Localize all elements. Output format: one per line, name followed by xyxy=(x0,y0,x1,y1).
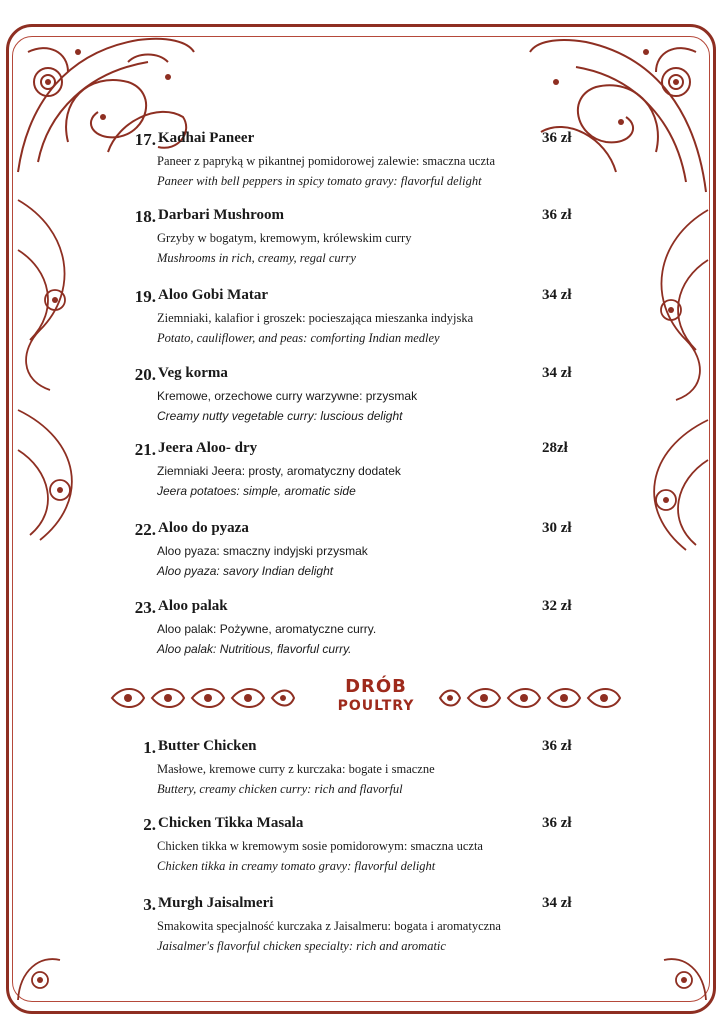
item-price: 36 zł xyxy=(542,738,572,754)
item-description-en: Jeera potatoes: simple, aromatic side xyxy=(157,484,356,498)
paisley-corner-ornament-top-right xyxy=(526,22,716,202)
section-divider-poultry xyxy=(108,672,644,724)
paisley-border-ornament-left xyxy=(10,190,100,550)
item-number: 3. xyxy=(143,895,156,914)
paisley-corner-ornament-bottom-left xyxy=(10,940,70,1010)
paisley-corner-ornament-bottom-right xyxy=(654,940,714,1010)
section-title-en: POULTRY xyxy=(337,698,415,714)
item-name: Jeera Aloo- dry xyxy=(158,440,258,456)
item-price: 28zł xyxy=(542,440,568,456)
item-name: Aloo Gobi Matar xyxy=(158,287,268,303)
item-description-en: Buttery, creamy chicken curry: rich and flavorful xyxy=(157,782,403,796)
item-price: 36 zł xyxy=(542,130,572,146)
item-price: 34 zł xyxy=(542,287,572,303)
item-number: 22. xyxy=(134,520,156,539)
item-number: 18. xyxy=(134,207,156,226)
section-title-pl: DRÓB xyxy=(345,676,407,697)
item-description-pl: Kremowe, orzechowe curry warzywne: przysmak xyxy=(157,389,418,403)
item-number: 17. xyxy=(134,130,156,149)
item-price: 32 zł xyxy=(542,598,572,614)
item-name: Murgh Jaisalmeri xyxy=(158,895,274,911)
item-name: Darbari Mushroom xyxy=(158,207,284,223)
item-description-pl: Paneer z papryką w pikantnej pomidorowej zalewie: smaczna uczta xyxy=(157,154,496,168)
item-description-pl: Masłowe, kremowe curry z kurczaka: bogate i smaczne xyxy=(157,762,435,776)
item-description-pl: Smakowita specjalność kurczaka z Jaisalmeru: bogata i aromatyczna xyxy=(157,919,501,933)
item-description-pl: Ziemniaki Jeera: prosty, aromatyczny dodatek xyxy=(157,464,401,478)
item-description-en: Jaisalmer's flavorful chicken specialty: rich and aromatic xyxy=(157,939,446,953)
item-number: 19. xyxy=(134,287,156,306)
item-description-pl: Chicken tikka w kremowym sosie pomidorowym: smaczna uczta xyxy=(157,839,483,853)
item-price: 36 zł xyxy=(542,815,572,831)
item-name: Veg korma xyxy=(158,365,228,381)
item-number: 20. xyxy=(134,365,156,384)
item-description-pl: Grzyby w bogatym, kremowym, królewskim curry xyxy=(157,231,412,245)
item-description-en: Aloo palak: Nutritious, flavorful curry. xyxy=(157,642,352,656)
item-number: 21. xyxy=(134,440,156,459)
item-number: 23. xyxy=(134,598,156,617)
item-description-pl: Aloo pyaza: smaczny indyjski przysmak xyxy=(157,544,368,558)
item-price: 36 zł xyxy=(542,207,572,223)
item-name: Aloo do pyaza xyxy=(158,520,249,536)
item-name: Butter Chicken xyxy=(158,738,257,754)
item-description-en: Potato, cauliflower, and peas: comforting Indian medley xyxy=(157,331,440,345)
item-number: 2. xyxy=(143,815,156,834)
item-description-en: Aloo pyaza: savory Indian delight xyxy=(157,564,334,578)
item-description-en: Mushrooms in rich, creamy, regal curry xyxy=(157,251,356,265)
item-description-en: Chicken tikka in creamy tomato gravy: flavorful delight xyxy=(157,859,436,873)
item-name: Chicken Tikka Masala xyxy=(158,815,304,831)
item-description-en: Paneer with bell peppers in spicy tomato gravy: flavorful delight xyxy=(157,174,482,188)
item-description-en: Creamy nutty vegetable curry: luscious delight xyxy=(157,409,403,423)
item-price: 34 zł xyxy=(542,895,572,911)
item-price: 34 zł xyxy=(542,365,572,381)
item-price: 30 zł xyxy=(542,520,572,536)
paisley-border-ornament-right xyxy=(626,200,716,560)
item-name: Aloo palak xyxy=(158,598,228,614)
paisley-divider-ornament-right xyxy=(436,680,642,716)
item-number: 1. xyxy=(143,738,156,757)
item-description-pl: Ziemniaki, kalafior i groszek: pocieszająca mieszanka indyjska xyxy=(157,311,474,325)
item-description-pl: Aloo palak: Pożywne, aromatyczne curry. xyxy=(157,622,377,636)
item-name: Kadhai Paneer xyxy=(158,130,255,146)
